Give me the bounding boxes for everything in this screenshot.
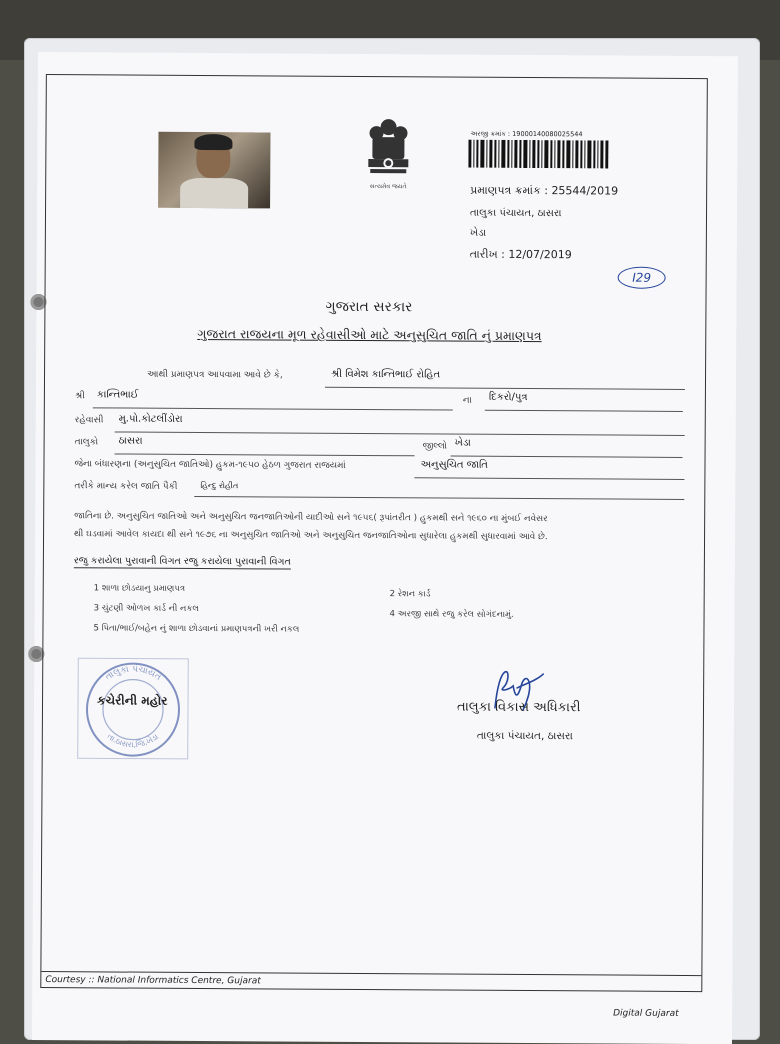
- category-value: અનુસુચિત જાતિ: [420, 459, 488, 471]
- document-item: 3 ચુંટણી ઓળખ કાર્ડ ની નકલ: [93, 603, 199, 614]
- document-item: 2 રેશન કાર્ડ: [389, 589, 431, 600]
- field-underline: [325, 387, 685, 390]
- document-item: 5 પિતા/ભાઈ/બહેન નું શાળા છોડવાનાં પ્રમાણપત્રની ખરી નકલ: [93, 623, 300, 635]
- applicant-name: શ્રી વિમેશ કાન્તિભાઈ રોહિત: [331, 368, 441, 381]
- field-underline: [451, 456, 683, 458]
- national-emblem-icon: [360, 115, 416, 187]
- applicant-photo: [158, 132, 270, 209]
- signatory-office: તાલુકા પંચાયત, ઠાસરા: [476, 729, 573, 743]
- district-value: ખેડા: [454, 437, 471, 449]
- intro-text: આથી પ્રમાણપત્ર આપવામા આવે છે કે,: [147, 369, 283, 381]
- certificate-title: ગુજરાત રાજયના મૂળ રહેવાસીઓ માટે અનુસુચિત જાતિ નું પ્રમાણપત્ર: [197, 325, 542, 344]
- order-text: જેના બંધારણના (અનુસુચિત જાતિઓ) હુકમ-૧૯૫૦ હેઠળ ગુજરાત રાજયમાં: [74, 459, 346, 471]
- certificate-frame: [40, 74, 708, 1019]
- signatory-title: તાલુકા વિકાસ અધિકારી: [456, 699, 581, 716]
- office-seal-label: કચેરીની મહોર: [96, 693, 168, 708]
- document-item: 4 અરજી સાથે રજુ કરેલ સોગંદનામું.: [389, 609, 514, 620]
- district-label: જીલ્લો: [422, 441, 448, 452]
- caste-label: તરીકે માન્ય કરેલ જાતિ પૈકી: [74, 481, 178, 492]
- field-underline: [115, 431, 685, 435]
- government-heading: ગુજરાત સરકાર: [325, 298, 413, 316]
- taluka-value: ઠાસરા: [118, 435, 143, 447]
- taluka-label: તાલુકો: [74, 437, 99, 448]
- document-item: 1 શાળા છોડયાનુ પ્રમાણપત્ર: [93, 583, 186, 594]
- certificate-number: પ્રમાણપત્ર ક્રમાંક : 25544/2019: [470, 183, 619, 198]
- resident-label: રહેવાસી: [74, 415, 104, 426]
- issue-date: તારીખ : 12/07/2019: [469, 247, 572, 262]
- emblem-motto: સત્યમેવ જયતે: [369, 183, 407, 191]
- legal-paragraph: જાતિના છે. અનુસુચિત જાતિઓ અને અનુસુચિત જનજાતિઓની યાદીઓ સને ૧૯૫૬( રૂપાંતરીત ) હુકમથી સને ૧૯૬૦ ના મુંબઈ નવેસર થી ઘડવામાં આવેલ કાયદા થી સને ૧૯૭૬ ના અનુસુચિત જાતિઓ અને અનુસુચિત જનજાતિઓના સુધારેલા હુકમથી સુધારવામાં આવે છે.: [74, 511, 548, 543]
- issuing-office: તાલુકા પંચાયત, ઠાસરા: [469, 207, 562, 220]
- caste-value: હિન્દુ રોહીત: [200, 480, 239, 491]
- svg-text:તા.ઠાસરા,જિ.ખેડા: [105, 732, 160, 750]
- certificate-paper: [32, 52, 738, 1044]
- field-underline: [93, 407, 453, 410]
- documents-heading: રજુ કરાયેલા પુરાવાની વિગત રજુ કરાયેલા પુરાવાની વિગત: [73, 555, 291, 568]
- seal-ring-text: તાલુકા પંચાયત: [103, 664, 163, 683]
- barcode-icon: [468, 140, 608, 169]
- father-name: કાન્તિભાઈ: [96, 389, 139, 401]
- seal-bottom-text: તા.ઠાસરા,જિ.ખેડા: [105, 731, 161, 750]
- relation-value: દિકરો/પુત્ર: [488, 391, 528, 403]
- shri-label: શ્રી: [74, 391, 85, 402]
- footer-courtesy: Courtesy :: National Informatics Centre, Gujarat: [45, 975, 261, 987]
- resident-value: મુ.પો.કોટલીંડોરા: [118, 413, 183, 425]
- handwritten-number: I29: [618, 267, 666, 289]
- field-underline: [485, 410, 683, 412]
- field-underline: [115, 453, 415, 456]
- issuing-district: ખેડા: [469, 227, 487, 239]
- footer-brand: Digital Gujarat: [613, 1008, 679, 1019]
- application-number: અરજી ક્રમાંક : 19000140080025544: [470, 129, 583, 139]
- field-underline: [414, 477, 684, 480]
- relation-label: ના: [462, 395, 472, 406]
- field-underline: [194, 496, 684, 500]
